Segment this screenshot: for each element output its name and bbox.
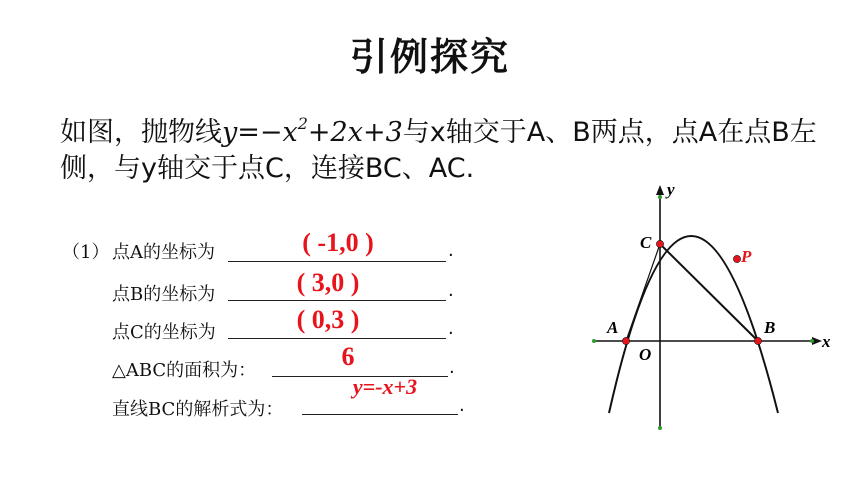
problem-line-2: 侧，与y轴交于点C，连接BC、AC. bbox=[60, 153, 475, 184]
question-c-label: 点C的坐标为 bbox=[112, 322, 216, 343]
answer-b: ( 3,0 ) bbox=[296, 268, 360, 297]
label-y: y bbox=[667, 180, 675, 199]
question-line-label: 直线BC的解析式为： bbox=[112, 399, 284, 420]
equation-exponent: 2 bbox=[297, 114, 308, 133]
question-a-label: 点A的坐标为 bbox=[112, 242, 215, 263]
question-b-end: . bbox=[448, 280, 454, 301]
answer-line: y=-x+3 bbox=[352, 374, 418, 399]
segment-ac bbox=[626, 244, 660, 341]
point-a bbox=[622, 337, 629, 344]
label-o: O bbox=[639, 345, 652, 364]
intro-prefix: 如图，抛物线 bbox=[60, 117, 222, 148]
answer-c: ( 0,3 ) bbox=[296, 305, 360, 334]
question-area-end: . bbox=[449, 357, 455, 378]
label-c: C bbox=[640, 233, 652, 252]
y-axis-arrow bbox=[656, 185, 664, 195]
question-b-label: 点B的坐标为 bbox=[112, 284, 216, 305]
label-a: A bbox=[607, 318, 619, 337]
point-b bbox=[754, 337, 761, 344]
label-b: B bbox=[764, 318, 776, 337]
parabola-curve bbox=[609, 236, 778, 413]
intro-suffix: 与x轴交于A、B两点，点A在点B左 bbox=[402, 117, 817, 148]
y-axis-end-top bbox=[658, 195, 662, 199]
question-a-end: . bbox=[448, 240, 454, 261]
question-line-end: . bbox=[459, 395, 465, 416]
question-c-end: . bbox=[448, 318, 454, 339]
page-title: 引例探究 bbox=[349, 35, 510, 79]
point-p bbox=[733, 255, 740, 262]
equation-main: y=−x bbox=[222, 117, 298, 148]
point-c bbox=[656, 240, 663, 247]
answer-a: ( -1,0 ) bbox=[302, 228, 374, 257]
x-axis-end-left bbox=[592, 339, 596, 343]
question-number: （1） bbox=[62, 242, 110, 263]
answer-area: 6 bbox=[341, 342, 355, 371]
x-axis-end-right bbox=[810, 339, 814, 343]
y-axis-end-bottom bbox=[658, 426, 662, 430]
label-p: P bbox=[741, 247, 752, 266]
equation-rest: +2x+3 bbox=[307, 117, 403, 148]
question-area-label: △ABC的面积为： bbox=[112, 360, 257, 381]
label-x: x bbox=[822, 332, 831, 351]
